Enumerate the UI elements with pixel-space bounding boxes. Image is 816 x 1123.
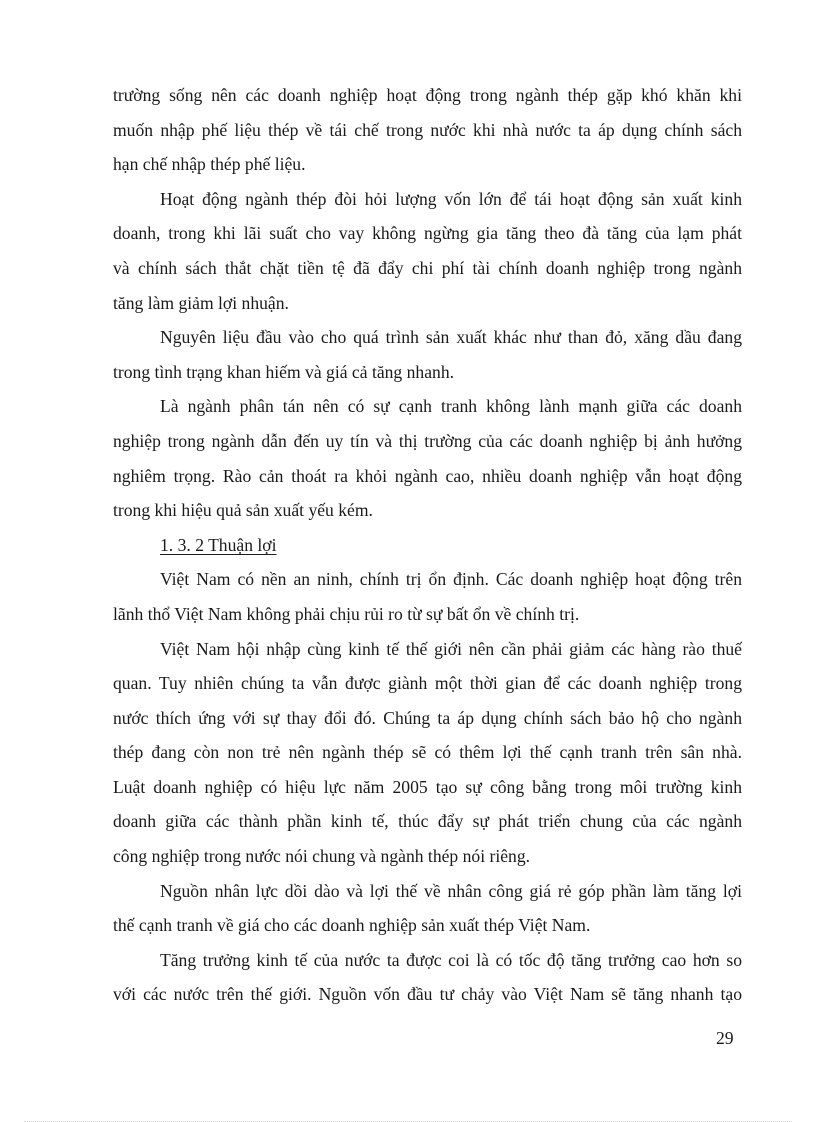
text-line: Việt Nam có nền an ninh, chính trị ổn định. Các doanh nghiệp hoạt động trên (160, 569, 742, 590)
text-line: tăng làm giảm lợi nhuận. (113, 292, 289, 313)
text-line: Nguồn nhân lực dồi dào và lợi thế về nhân công giá rẻ góp phần làm tăng lợi (160, 880, 742, 901)
text-line: nước thích ứng với sự thay đổi đó. Chúng ta áp dụng chính sách bảo hộ cho ngành (113, 707, 742, 728)
text-line: muốn nhập phế liệu thép về tái chế trong nước khi nhà nước ta áp dụng chính sách (113, 119, 742, 140)
text-line: nghiêm trọng. Rào cản thoát ra khỏi ngành cao, nhiều doanh nghiệp vẫn hoạt động (113, 465, 742, 486)
text-line: lãnh thổ Việt Nam không phải chịu rủi ro từ sự bất ổn về chính trị. (113, 603, 580, 624)
text-line: doanh, trong khi lãi suất cho vay không ngừng gia tăng theo đà tăng của lạm phát (113, 223, 742, 244)
text-line: doanh giữa các thành phần kinh tế, thúc đẩy sự phát triển chung của các ngành (113, 811, 742, 832)
text-line: Luật doanh nghiệp có hiệu lực năm 2005 tạo sự công bằng trong môi trường kinh (113, 776, 742, 797)
page-number: 29 (716, 1028, 734, 1048)
text-line: trong tình trạng khan hiếm và giá cả tăng nhanh. (113, 361, 455, 382)
text-line: quan. Tuy nhiên chúng ta vẫn được giành một thời gian để các doanh nghiệp trong (113, 673, 742, 694)
text-line: hạn chế nhập thép phế liệu. (113, 154, 306, 175)
text-line: Tăng trưởng kinh tế của nước ta được coi là có tốc độ tăng trưởng cao hơn so (160, 949, 742, 970)
text-line: Việt Nam hội nhập cùng kinh tế thế giới nên cần phải giảm các hàng rào thuế (160, 638, 742, 659)
text-line: trường sống nên các doanh nghiệp hoạt động trong ngành thép gặp khó khăn khi (113, 85, 742, 105)
text-line: với các nước trên thế giới. Nguồn vốn đầu tư chảy vào Việt Nam sẽ tăng nhanh tạo (113, 984, 742, 1005)
page-bottom-divider (24, 1121, 792, 1122)
text-line: thế cạnh tranh về giá cho các doanh nghiệp sản xuất thép Việt Nam. (113, 915, 591, 936)
section-heading-line (113, 528, 742, 563)
text-line: thép đang còn non trẻ nên ngành thép sẽ có thêm lợi thế cạnh tranh trên sân nhà. (113, 742, 742, 763)
text-line: Hoạt động ngành thép đòi hỏi lượng vốn lớn để tái hoạt động sản xuất kinh (160, 188, 742, 209)
section-heading: 1. 3. 2 Thuận lợi (160, 534, 277, 555)
text-line: nghiệp trong ngành dẫn đến uy tín và thị trường của các doanh nghiệp bị ảnh hưởng (113, 430, 742, 451)
text-line: trong khi hiệu quả sản xuất yếu kém. (113, 500, 373, 521)
text-line: công nghiệp trong nước nói chung và ngành thép nói riêng. (113, 846, 531, 867)
text-line: Nguyên liệu đầu vào cho quá trình sản xuất khác như than đỏ, xăng dầu đang (160, 327, 742, 348)
document-body (113, 78, 742, 1012)
text-line: Là ngành phân tán nên có sự cạnh tranh không lành mạnh giữa các doanh (160, 396, 742, 417)
text-line: và chính sách thắt chặt tiền tệ đã đẩy chi phí tài chính doanh nghiệp trong ngành (113, 257, 742, 278)
